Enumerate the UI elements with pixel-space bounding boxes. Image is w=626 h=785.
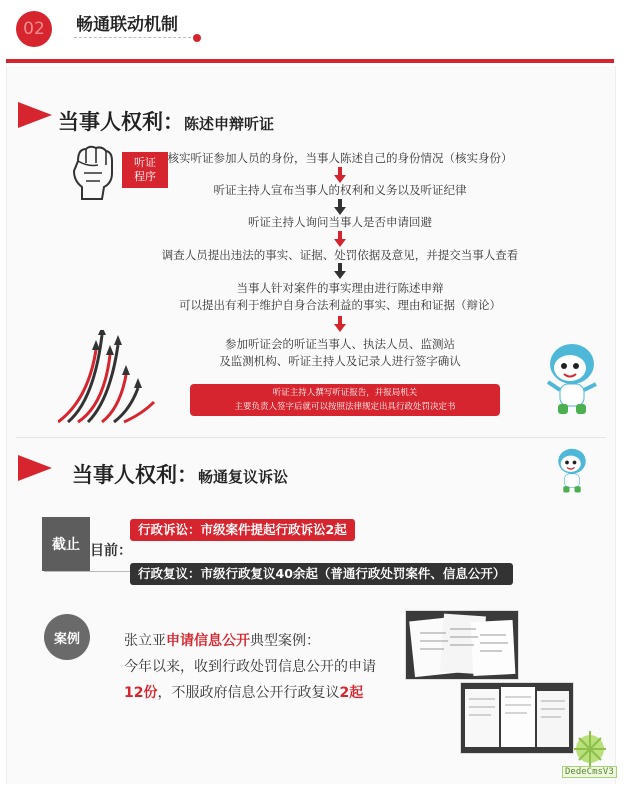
- rising-arrows-icon: [58, 330, 158, 425]
- black-down-arrow-icon: [334, 199, 346, 215]
- flow-step-4: 调查人员提出违法的事实、证据、处罚依据及意见，并提交当事人查看: [161, 248, 519, 262]
- flow-step-6b: 及监测机构、听证主持人及记录人进行签字确认: [219, 354, 461, 368]
- review-pill: 行政复议：市级行政复议40余起（普通行政处罚案件、信息公开）: [130, 563, 513, 585]
- case-line-2: 今年以来，收到行政处罚信息公开的申请: [124, 659, 376, 675]
- flow-step-1: 核实听证参加人员的身份，当事人陈述自己的身份情况（核实身份）: [167, 151, 513, 165]
- case-badge: 案例: [44, 614, 90, 660]
- red-down-arrow-icon: [334, 316, 346, 332]
- section-number-badge: 02: [16, 11, 52, 47]
- section1-title: [58, 106, 274, 136]
- section1-title-main: 当事人权利：: [58, 110, 184, 134]
- as-of-label: 目前：: [90, 543, 132, 559]
- black-down-arrow-icon: [334, 263, 346, 279]
- section2-title-sub: 畅通复议诉讼: [198, 468, 289, 486]
- hearing-procedure-tag: 听证 程序: [122, 152, 168, 188]
- flow-step-5: 当事人针对案件的事实理由进行陈述申辩: [236, 281, 444, 295]
- section-arrow-icon: [18, 455, 52, 481]
- note-line-1: 听证主持人撰写听证报告，并报局机关: [272, 388, 418, 398]
- mascot-small-icon: [552, 444, 592, 496]
- flow-step-6: 参加听证会的听证当事人、执法人员、监测站: [225, 337, 455, 351]
- section1-title-sub: 陈述申辩听证: [184, 115, 275, 133]
- litigation-pill: 行政诉讼：市级案件提起行政诉讼2起: [130, 519, 355, 541]
- title-underline: [74, 37, 196, 38]
- fist-icon: [68, 143, 118, 205]
- header-divider: [6, 59, 614, 63]
- red-down-arrow-icon: [334, 231, 346, 247]
- as-of-block: 截止: [42, 517, 90, 571]
- section-arrow-icon: [18, 102, 52, 128]
- section2-title: [72, 459, 288, 489]
- documents-photo-2: [460, 682, 574, 754]
- mascot-icon: [540, 338, 604, 418]
- documents-photo-1: [405, 610, 519, 680]
- section2-title-main: 当事人权利：: [72, 463, 198, 487]
- case-line-3: 12份，不服政府信息公开行政复议2起: [124, 685, 364, 701]
- hearing-report-note: [190, 384, 500, 416]
- red-down-arrow-icon: [334, 167, 346, 183]
- flow-step-3: 听证主持人询问当事人是否申请回避: [248, 215, 432, 229]
- flow-step-5b: 可以提出有利于维护自身合法利益的事实、理由和证据（辩论）: [179, 298, 501, 312]
- title-dot: [193, 34, 201, 42]
- watermark-text: DedeCmsV3: [562, 766, 617, 778]
- page-title: 畅通联动机制: [76, 15, 178, 35]
- flow-step-2: 听证主持人宣布当事人的权利和义务以及听证纪律: [213, 183, 467, 197]
- note-line-2: 主要负责人签字后就可以按照法律规定出具行政处罚决定书: [234, 402, 456, 412]
- section-divider: [16, 437, 606, 438]
- as-of-underline: [44, 571, 134, 572]
- case-line-1: 张立亚申请信息公开典型案例：: [124, 633, 320, 649]
